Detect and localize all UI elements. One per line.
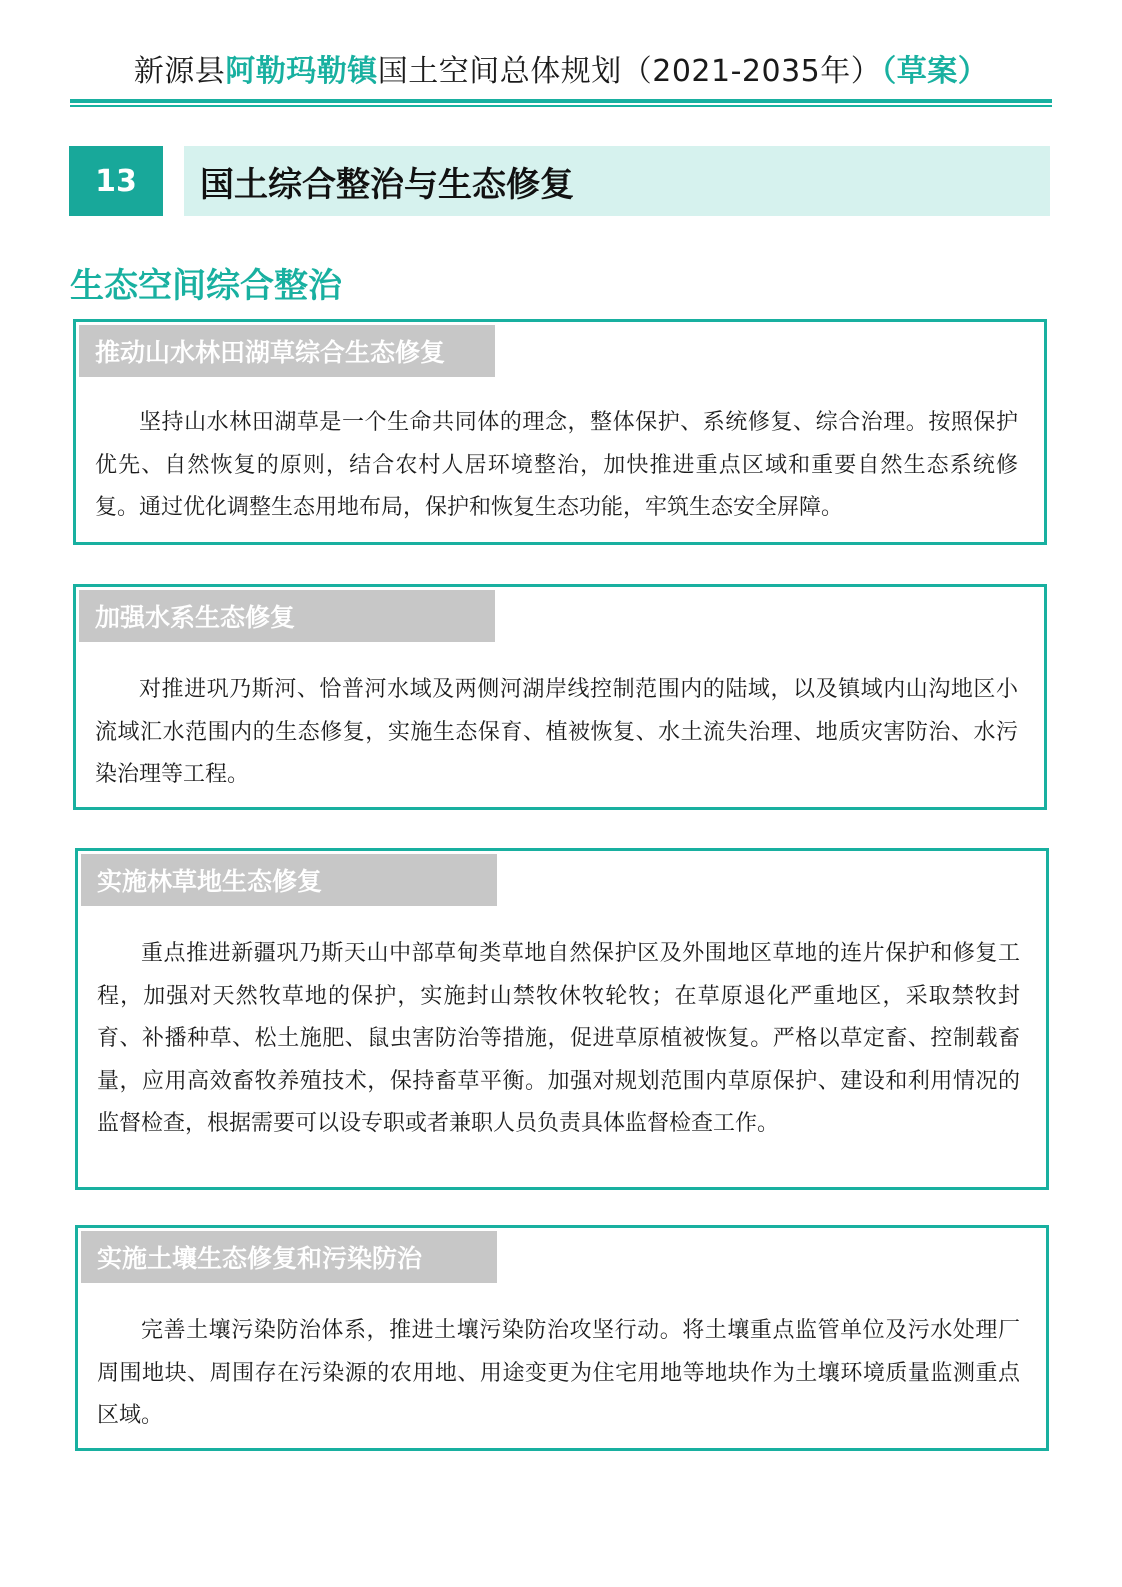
box-heading: 实施土壤生态修复和污染防治 [81, 1231, 497, 1283]
box-body: 重点推进新疆巩乃斯天山中部草甸类草地自然保护区及外围地区草地的连片保护和修复工程，加强对天然牧草地的保护，实施封山禁牧休牧轮牧；在草原退化严重地区，采取禁牧封育、补播种草、松土施肥、鼠虫害防治等措施，促进草原植被恢复。严格以草定畜、控制载畜量，应用高效畜牧养殖技术，保持畜草平衡。加强对规划范围内草原保护、建设和利用情况的监督检查，根据需要可以设专职或者兼职人员负责具体监督检查工作。 [97, 941, 1020, 1136]
box-landscape-restoration [73, 319, 1047, 545]
box-heading: 实施林草地生态修复 [81, 854, 497, 906]
box-heading: 推动山水林田湖草综合生态修复 [79, 325, 495, 377]
header-rule-thin [70, 105, 1052, 107]
chapter-title-bar [184, 146, 1050, 216]
section-title: 生态空间综合整治 [70, 266, 342, 306]
box-body: 完善土壤污染防治体系，推进土壤污染防治攻坚行动。将土壤重点监管单位及污水处理厂周围地块、周围存在污染源的农用地、用途变更为住宅用地等地块作为土壤环境质量监测重点区域。 [97, 1318, 1020, 1428]
header-rule-thick [70, 99, 1052, 103]
box-soil-restoration [75, 1225, 1049, 1451]
box-water-restoration [73, 584, 1047, 810]
header-town: 阿勒玛勒镇 [225, 54, 378, 89]
box-heading: 加强水系生态修复 [79, 590, 495, 642]
header-title: 国土空间总体规划（2021-2035年） [377, 54, 882, 89]
header-prefix: 新源县 [133, 54, 226, 89]
page-header [70, 46, 1052, 90]
box-grassland-restoration [75, 848, 1049, 1190]
chapter-number: 13 [69, 146, 163, 216]
chapter-title: 国土综合整治与生态修复 [200, 164, 574, 205]
header-draft: （草案） [881, 54, 989, 89]
box-body: 坚持山水林田湖草是一个生命共同体的理念，整体保护、系统修复、综合治理。按照保护优先、自然恢复的原则，结合农村人居环境整治，加快推进重点区域和重要自然生态系统修复。通过优化调整生态用地布局，保护和恢复生态功能，牢筑生态安全屏障。 [95, 410, 1018, 520]
box-body: 对推进巩乃斯河、恰普河水域及两侧河湖岸线控制范围内的陆域，以及镇域内山沟地区小流域汇水范围内的生态修复，实施生态保育、植被恢复、水土流失治理、地质灾害防治、水污染治理等工程。 [95, 677, 1018, 787]
